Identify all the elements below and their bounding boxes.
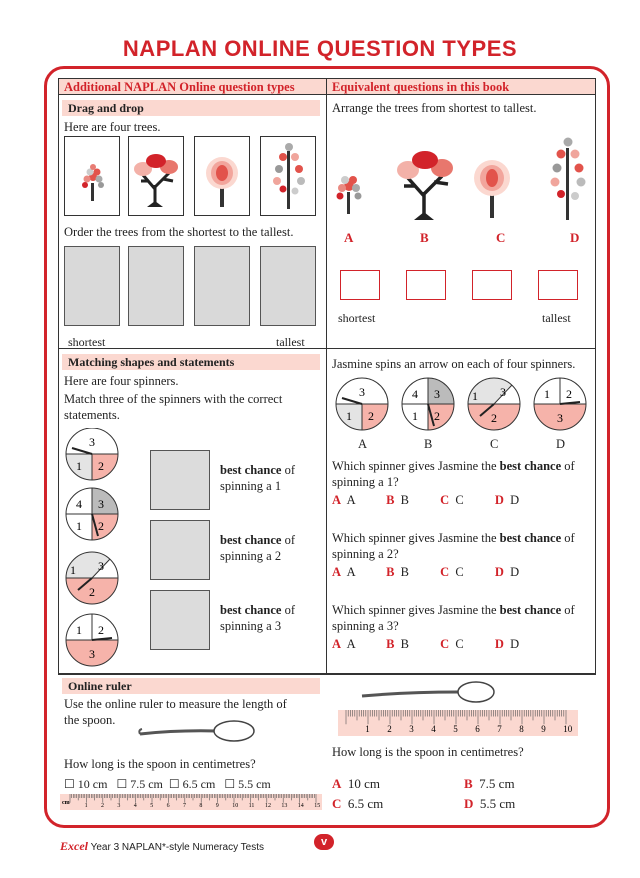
ruler-tick-label: 1 [84,803,88,809]
row-divider-1 [58,348,596,349]
ruler-tick-label: 8 [519,724,524,734]
svg-text:2: 2 [98,623,104,637]
spinner-options-1[interactable]: A A B B C C D D [332,493,520,507]
svg-text:3: 3 [98,497,104,511]
arrange-instruction: Arrange the trees from shortest to tallest. [332,101,537,115]
footer [60,839,264,854]
svg-text:3: 3 [557,411,563,425]
spinner-a-icon [336,378,388,430]
tree-card-3[interactable] [194,136,250,216]
spinner-b-icon [402,378,454,430]
arrange-slot-4[interactable] [538,270,578,300]
ruler-tick-label: 4 [431,724,436,734]
drag-shortest-label: shortest [68,335,106,349]
footer-brand: Excel [60,839,88,853]
match-target-1[interactable] [150,450,210,510]
spinner-c-icon [468,378,520,430]
svg-text:1: 1 [70,563,76,577]
spinner-column [60,428,130,668]
page-title: NAPLAN ONLINE QUESTION TYPES [122,36,518,61]
matching-heading: Matching shapes and statements [62,354,320,370]
spoon-icon [138,718,258,748]
ruler-question-right: How long is the spoon in centimetres? [332,745,524,759]
arrange-slot-3[interactable] [472,270,512,300]
checkbox-3[interactable]: ☐ [168,777,180,791]
ruler-instruction: Use the online ruler to measure the length of the spoon. [64,697,287,727]
checkbox-1[interactable]: ☐ [64,777,75,791]
arrange-tree-a-icon [337,176,362,214]
ruler-tick-label: 2 [387,724,392,734]
arrange-letter-c: C [496,230,506,245]
page-number: v [314,834,334,850]
svg-text:3: 3 [98,559,104,573]
arrange-tree-c-icon [474,160,510,218]
drop-slot-2[interactable] [128,246,184,326]
arrange-slot-2[interactable] [406,270,446,300]
drag-heading: Drag and drop [62,100,320,116]
spinner-label-c: C [490,437,499,451]
tree-tall-icon [261,137,315,215]
svg-text:2: 2 [566,387,572,401]
online-ruler[interactable] [60,794,322,810]
spinner-label-a: A [358,437,368,451]
statement-2: best chance of spinning a 2 [220,533,295,563]
ruler-tick-label: 4 [133,803,137,809]
svg-text:3: 3 [359,385,365,399]
svg-text:2: 2 [98,519,104,533]
svg-text:2: 2 [98,459,104,473]
tree-bare-icon [129,137,183,215]
spinner-question-1: Which spinner gives Jasmine the best chance of spinning a 1? [332,459,575,489]
arrange-tree-b-icon [397,151,453,220]
spinner-question-2: Which spinner gives Jasmine the best chance of spinning a 2? [332,531,575,561]
drag-intro: Here are four trees. [64,120,161,134]
svg-text:1: 1 [412,409,418,423]
tree-card-2[interactable] [128,136,184,216]
ruler-tick-label: 9 [215,803,219,809]
match-target-2[interactable] [150,520,210,580]
matching-instruction: Match three of the spinners with the correct statements. [64,392,283,422]
spinner-d-icon [534,378,586,430]
matching-intro: Here are four spinners. [64,374,179,388]
svg-text:1: 1 [544,387,550,401]
ruler-tick-label: 6 [475,724,480,734]
ruler-tick-label: 5 [453,724,458,734]
ruler-tick-label: 15 [314,803,321,809]
drop-slot-1[interactable] [64,246,120,326]
tree-small-icon [65,137,119,215]
header-right: Equivalent questions in this book [326,78,596,95]
svg-text:3: 3 [434,387,440,401]
ruler-tick-label: 5 [150,803,154,809]
row-divider-2 [58,674,596,675]
checkbox-4[interactable]: ☐ [224,777,236,791]
checkbox-2[interactable]: ☐ [116,777,128,791]
svg-text:3: 3 [500,385,506,399]
ruler-tick-label: 12 [265,803,271,809]
ruler-tick-label: 7 [497,724,502,734]
column-divider [326,78,327,674]
drag-tallest-label: tallest [276,335,305,349]
spoon-right-icon [358,678,498,708]
arrange-letter-b: B [420,230,429,245]
tree-round-icon [195,137,249,215]
ruler-choices[interactable]: ☐ 10 cm ☐ 7.5 cm ☐ 6.5 cm ☐ 5.5 cm [64,777,271,791]
arrange-slot-1[interactable] [340,270,380,300]
arrange-tallest-label: tallest [542,311,571,325]
svg-text:4: 4 [76,497,82,511]
drop-slot-4[interactable] [260,246,316,326]
arrange-tree-d-icon [551,138,586,221]
spinner-3-icon [66,552,118,604]
ruler-tick-label: 8 [199,803,203,809]
arrange-letter-d: D [570,230,580,245]
ruler-tick-label: 9 [541,724,546,734]
ruler-tick-label: 3 [117,803,121,809]
svg-text:3: 3 [89,435,95,449]
arrange-shortest-label: shortest [338,311,376,325]
spinner-options-2[interactable]: A A B B C C D D [332,565,520,579]
arrange-letter-a: A [344,230,354,245]
ruler-tick-label: 10 [563,724,573,734]
svg-text:2: 2 [434,409,440,423]
ruler-tick-label: 11 [248,803,255,809]
footer-text: Year 3 NAPLAN*-style Numeracy Tests [90,842,265,853]
ruler-question: How long is the spoon in centimetres? [64,757,256,771]
ruler-tick-label: 13 [281,803,288,809]
spinner-question-3: Which spinner gives Jasmine the best chance of spinning a 3? [332,603,575,633]
spinner-intro: Jasmine spins an arrow on each of four spinners. [332,357,576,371]
svg-text:2: 2 [89,585,95,599]
header-left: Additional NAPLAN Online question types [58,78,327,95]
ruler-tick-label: 2 [101,803,104,809]
svg-text:1: 1 [76,623,82,637]
ruler-tick-label: 10 [232,803,239,809]
ruler-tick-label: 6 [166,803,170,809]
arrange-trees [334,136,592,226]
ruler-unit-label: cm [62,800,70,806]
svg-text:1: 1 [76,519,82,533]
content-grid [58,78,596,818]
ruler-tick-label: 1 [365,724,370,734]
ruler-tick-label: 3 [409,724,414,734]
spinner-options-3[interactable]: A A B B C C D D [332,637,520,651]
answer-b[interactable]: B 7.5 cm [464,776,515,791]
svg-text:1: 1 [76,459,82,473]
spinner-row [332,376,592,436]
spinner-1-icon [66,428,118,480]
svg-text:2: 2 [491,411,497,425]
svg-text:2: 2 [368,409,374,423]
svg-text:1: 1 [472,389,478,403]
spinner-4-icon [66,614,118,666]
statement-1: best chance of spinning a 1 [220,463,295,493]
ruler-tick-label: 14 [297,803,304,809]
match-target-3[interactable] [150,590,210,650]
ruler-heading: Online ruler [62,678,320,694]
spinner-label-b: B [424,437,433,451]
answer-a[interactable]: A 10 cm [332,776,381,791]
drag-instruction: Order the trees from the shortest to the tallest. [64,225,294,239]
svg-text:3: 3 [89,647,95,661]
spinner-label-d: D [556,437,566,451]
answer-d[interactable]: D 5.5 cm [464,796,516,811]
svg-text:4: 4 [412,387,418,401]
ruler-right [338,710,578,736]
tree-card-4[interactable] [260,136,316,216]
drop-slot-3[interactable] [194,246,250,326]
svg-text:1: 1 [346,409,352,423]
ruler-tick-label: 7 [183,803,186,809]
answer-c[interactable]: C 6.5 cm [332,796,384,811]
tree-card-1[interactable] [64,136,120,216]
statement-3: best chance of spinning a 3 [220,603,295,633]
spinner-2-icon [66,488,118,540]
